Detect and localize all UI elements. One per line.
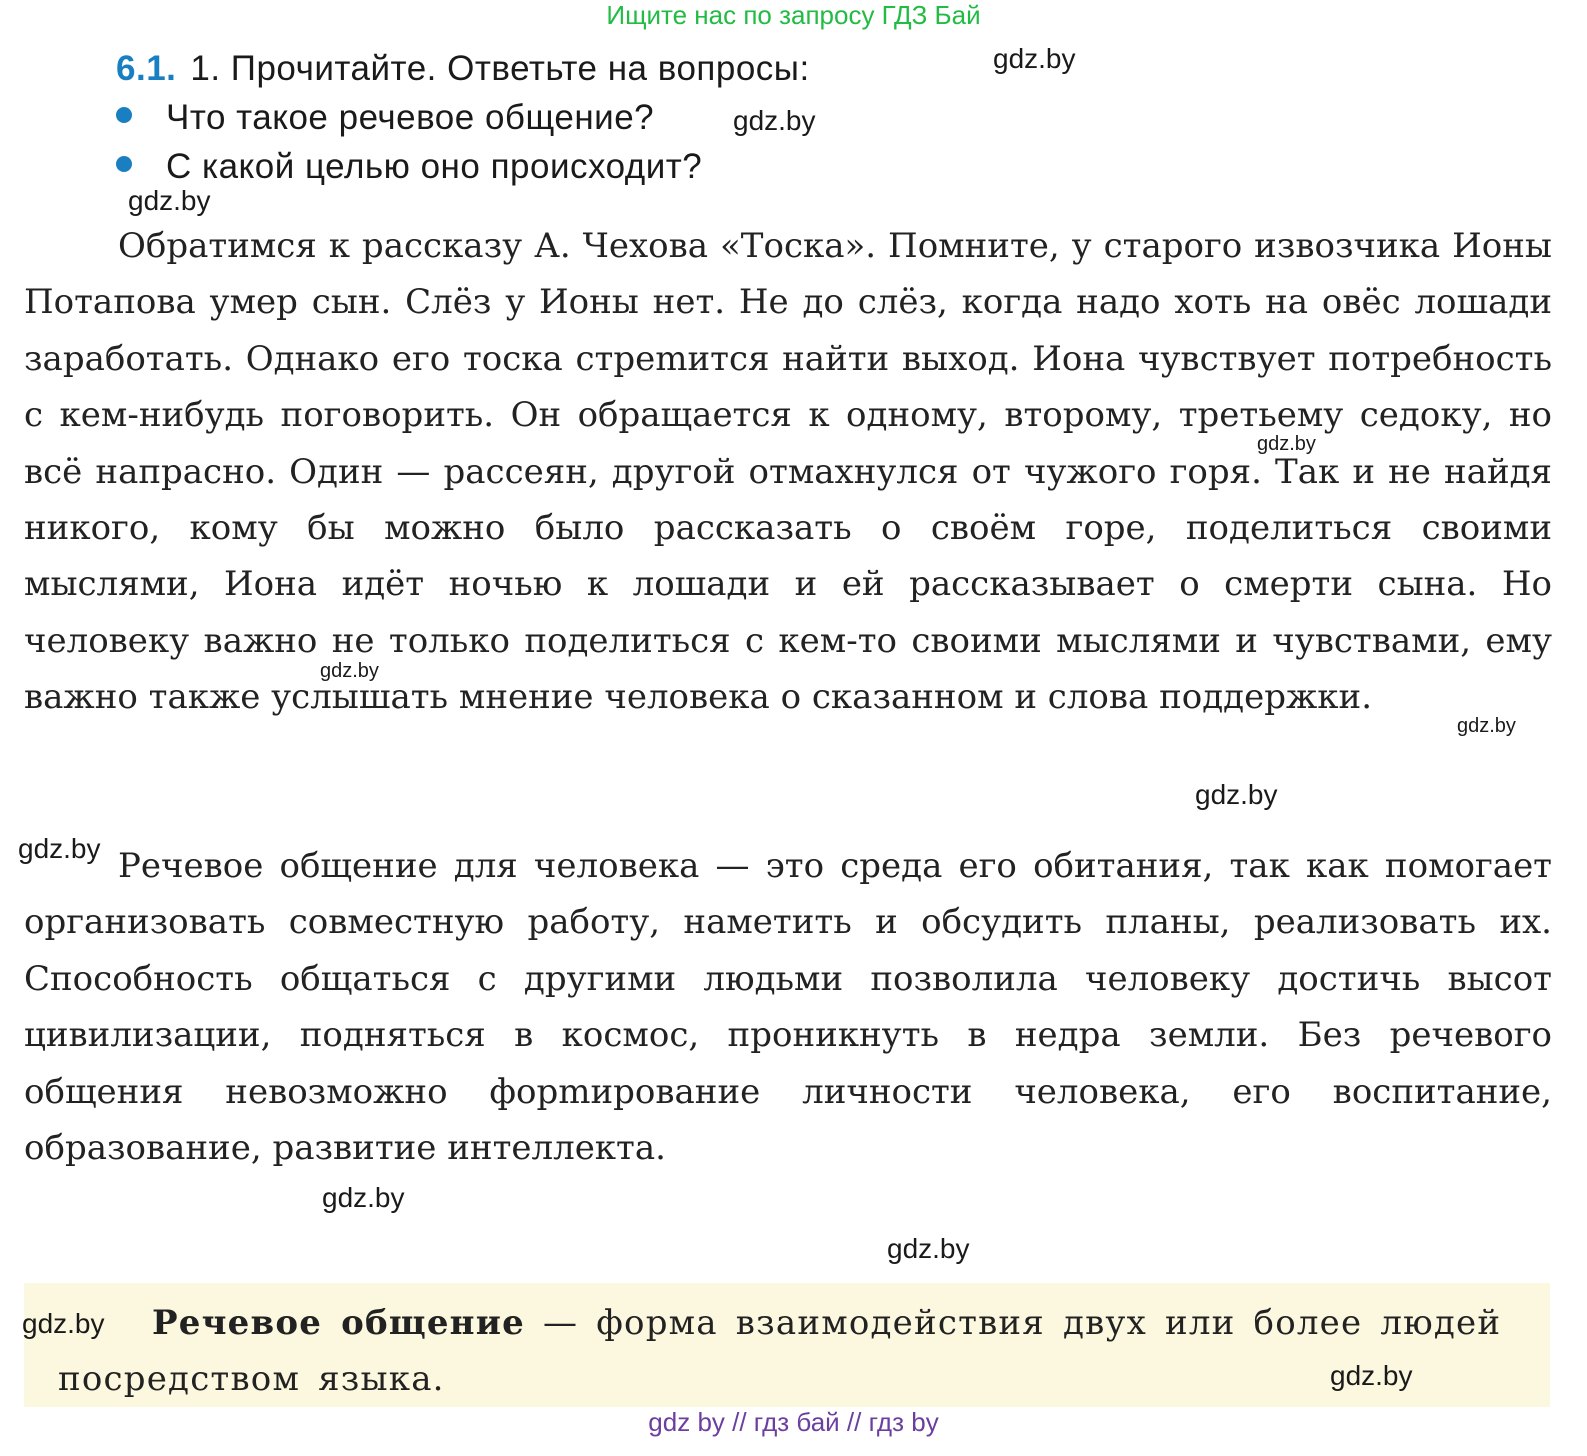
watermark: gdz.by: [993, 43, 1076, 74]
watermark: gdz.by: [322, 1182, 405, 1213]
question-item: [116, 146, 702, 188]
task-instruction: 1. Прочитайте. Ответьте на вопросы:: [190, 49, 810, 88]
watermark: gdz.by: [1195, 779, 1278, 810]
question-item: [116, 97, 654, 139]
watermark: gdz.by: [887, 1233, 970, 1264]
definition-term: Речевое общение: [152, 1303, 525, 1343]
definition-text: [58, 1295, 1518, 1407]
footer-links[interactable]: gdz by // гдз бай // гдз by: [648, 1407, 939, 1437]
task-number: 6.1.: [116, 49, 177, 88]
watermark: gdz.by: [22, 1308, 105, 1339]
task-header: [116, 48, 810, 90]
question-text: Что такое речевое общение?: [166, 98, 655, 137]
paragraph: Обратимся к рассказу А. Чехова «Тоска». Помните, у старого извозчика Ионы Потапова умер сын. Слёз у Ионы нет. Не до слёз, когда надо хоть на овёс лошади заработать. Однако его тоска стреmится найти выход. Иона чувствует потребность с кем-нибудь поговорить. Он обращается к одному, второму, третьему седоку, но всё напрасно. Один — рассеян, другой отмахнулся от чужого горя. Так и не найдя никого, кому бы можно было рассказать о своём горе, поделиться своими мыслями, Иона идёт ночью к лошади и ей рассказывает о смерти сына. Но человеку важно не только поделиться с кем-то своими мыслями и чувствами, ему важно также услышать мнение человека о сказанном и слова поддержки.: [24, 226, 1552, 718]
watermark: gdz.by: [18, 833, 101, 864]
definition-box: [24, 1283, 1550, 1407]
bullet-icon: [116, 156, 132, 172]
watermark: gdz.by: [1457, 715, 1516, 737]
watermark: gdz.by: [1257, 433, 1316, 455]
watermark: gdz.by: [320, 660, 379, 682]
watermark: gdz.by: [1330, 1360, 1413, 1391]
watermark: gdz.by: [733, 105, 816, 136]
watermark: gdz.by: [128, 185, 211, 216]
top-banner[interactable]: Ищите нас по запросу ГДЗ Бай: [606, 0, 981, 30]
question-text: С какой целью оно происходит?: [166, 147, 703, 186]
definition-body: — форма взаимодействия двух или более людей посредством языка.: [58, 1303, 1502, 1399]
paragraph: Речевое общение для человека — это среда его обитания, так как помогает организовать совместную работу, наметить и обсудить планы, реализовать их. Способность общаться с другими людьми позволила человеку достичь высот цивилизации, подняться в космос, проникнуть в недра земли. Без речевого общения невозможно форmирование личности человека, его воспитание, образование, развитие интеллекта.: [24, 846, 1552, 1169]
bullet-icon: [116, 107, 132, 123]
